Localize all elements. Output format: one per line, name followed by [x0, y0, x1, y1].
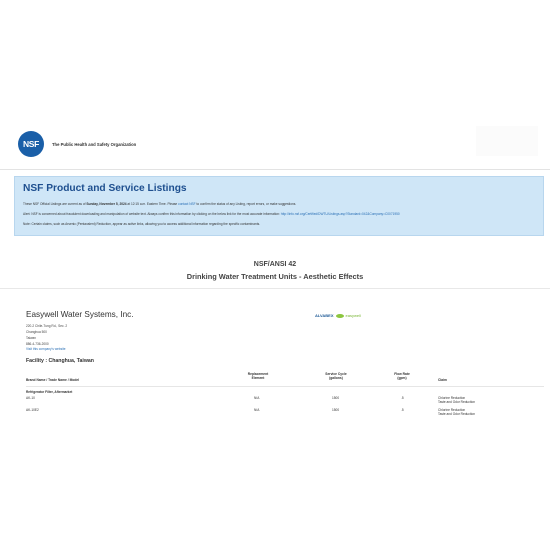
row2-claims: [438, 408, 475, 417]
col-header-service: [316, 372, 356, 381]
col-header-replacement-l2: Element: [251, 376, 265, 381]
col-header-service-l2: (gallons): [329, 376, 343, 381]
site-header: [18, 130, 538, 158]
brand-logo-easywell: easywell: [345, 313, 361, 318]
row1-model: AK-10: [26, 396, 35, 400]
row2-claim-taste-odor: Taste and Odor Reduction: [438, 412, 476, 417]
listings-banner: [14, 176, 544, 236]
standard-code: NSF/ANSI 42: [253, 261, 297, 268]
header-tagline: The Public Health and Safety Organization: [52, 141, 137, 147]
nsf-logo[interactable]: NSF: [18, 131, 44, 157]
company-brand-logo: [315, 313, 361, 318]
row2-flow: .5: [401, 408, 404, 412]
company-website-link[interactable]: Visit this company's website: [26, 347, 66, 351]
banner-line1-mid: at 12:15 a.m. Eastern Time. Please: [126, 202, 179, 206]
verify-listing-link[interactable]: http://info.nsf.org/Certified/DWTU/Listings.asp?Standard=042&Company=C0071950: [280, 212, 400, 216]
company-address-line1: 220-2 Chile-Tung Rd., Sec. 2: [26, 324, 68, 328]
col-header-claim: Claim: [438, 378, 447, 382]
col-header-replacement: [238, 372, 278, 381]
banner-line1-suffix: to confirm the status of any Listing, report errors, or make suggestions.: [195, 202, 297, 206]
row1-claims: [438, 396, 475, 405]
row2-replacement: N/A: [254, 408, 260, 412]
col-header-replacement-l1: Replacement: [247, 372, 269, 376]
banner-title: NSF Product and Service Listings: [23, 183, 187, 194]
company-address-line2: Changhua 500: [26, 330, 47, 334]
col-header-flow-l1: Flow Rate: [394, 372, 410, 376]
banner-line1-prefix: These NSF Official Listings are current as of: [23, 202, 87, 206]
col-header-flow: [386, 372, 418, 381]
company-name: Easywell Water Systems, Inc.: [26, 310, 134, 319]
row1-flow: .5: [401, 396, 404, 400]
row1-service: 1500: [332, 396, 340, 400]
table-header-divider: [26, 386, 544, 387]
banner-currency-note: [23, 202, 296, 206]
company-address-line3: Taiwan: [26, 336, 36, 340]
standard-name: Drinking Water Treatment Units - Aesthetic Effects: [186, 272, 364, 281]
brand-logo-alvabex: ALVABEX: [315, 313, 334, 318]
row2-service: 1500: [332, 408, 340, 412]
header-divider: [0, 169, 550, 170]
banner-alert-text: Alert: NSF is concerned about fraudulent downloading and manipulation of website text. Always confirm this information by clicking on the below link for the most accurate information:: [23, 212, 281, 216]
facility-heading: Facility : Changhua, Taiwan: [26, 358, 94, 364]
header-right-panel: [476, 126, 538, 156]
row2-model: AK-10E2: [26, 408, 39, 412]
company-phone: 886-4-736-2000: [26, 342, 49, 346]
row1-replacement: N/A: [254, 396, 260, 400]
product-group-label: Refrigerator Filter, Aftermarket: [26, 390, 73, 394]
col-header-flow-l2: (gpm): [397, 376, 407, 381]
col-header-service-l1: Service Cycle: [325, 372, 347, 376]
col-header-brand: Brand Name / Trade Name / Model: [26, 378, 80, 382]
banner-note: Note: Certain claims, such as Arsenic (Pentavalent) Reduction, appear as active links, allowing you to access additional information regarding the specific contaminants.: [23, 222, 261, 226]
leaf-icon: [336, 314, 344, 318]
title-divider: [0, 288, 550, 289]
row2-claim-chlorine: Chlorine Reduction: [438, 408, 466, 412]
banner-alert: [23, 212, 400, 216]
contact-nsf-link[interactable]: contact NSF: [178, 202, 196, 206]
banner-date: Sunday, November 5, 2024: [86, 202, 127, 206]
row1-claim-chlorine: Chlorine Reduction: [438, 396, 466, 400]
row1-claim-taste-odor: Taste and Odor Reduction: [438, 400, 476, 405]
